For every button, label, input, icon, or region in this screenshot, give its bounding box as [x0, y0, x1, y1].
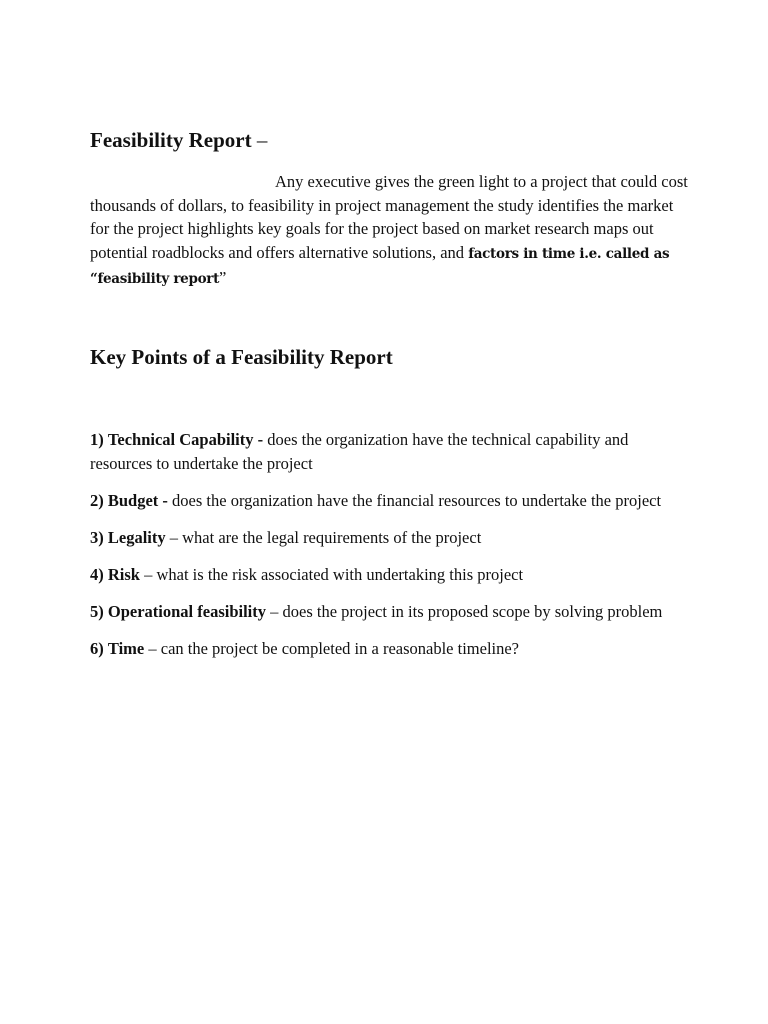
intro-paragraph [90, 170, 690, 292]
point-number: 3) [90, 528, 104, 547]
point-term: Budget - [107, 491, 168, 510]
point-term: Time [107, 639, 145, 658]
intro-lead: Any executive gives the green light to a project that [275, 172, 617, 191]
intro-emphasis: factors in time i.e. called as “feasibility report [90, 245, 670, 287]
point-number: 5) [90, 602, 104, 621]
intro-closing-quote: ” [219, 268, 227, 287]
key-points-heading: Key Points of a Feasibility Report [90, 345, 393, 369]
point-number: 4) [90, 565, 104, 584]
key-points-list [90, 428, 690, 674]
point-term: Operational feasibility [107, 602, 266, 621]
feasibility-report-heading [90, 126, 267, 154]
point-description: – what is the risk associated with undertaking this project [144, 565, 524, 584]
key-point-legality [90, 526, 690, 550]
point-number: 1) [90, 430, 104, 449]
intro-body: could cost thousands of dollars, to feasibility in project management the study identifies the market for the project highlights key goals for the project based on market research maps out potential roadblocks and offers alternative solutions, and [90, 172, 688, 262]
point-number: 2) [90, 491, 104, 510]
point-description: does the organization have the financial resources to undertake the project [172, 491, 662, 510]
key-point-risk [90, 563, 690, 587]
heading-dash: – [251, 128, 268, 152]
point-term: Risk [107, 565, 140, 584]
key-point-operational-feasibility [90, 600, 690, 624]
point-term: Technical Capability - [107, 430, 264, 449]
point-description: – does the project in its proposed scope by solving problem [270, 602, 663, 621]
point-description: does the organization have the technical capability and resources to undertake the project [90, 430, 629, 473]
key-point-time [90, 637, 690, 661]
point-description: – what are the legal requirements of the project [169, 528, 482, 547]
heading-title: Feasibility Report [90, 128, 252, 152]
point-number: 6) [90, 639, 104, 658]
point-description: – can the project be completed in a reasonable timeline? [148, 639, 520, 658]
point-term: Legality [107, 528, 166, 547]
key-point-technical-capability [90, 428, 690, 476]
key-point-budget [90, 489, 690, 513]
